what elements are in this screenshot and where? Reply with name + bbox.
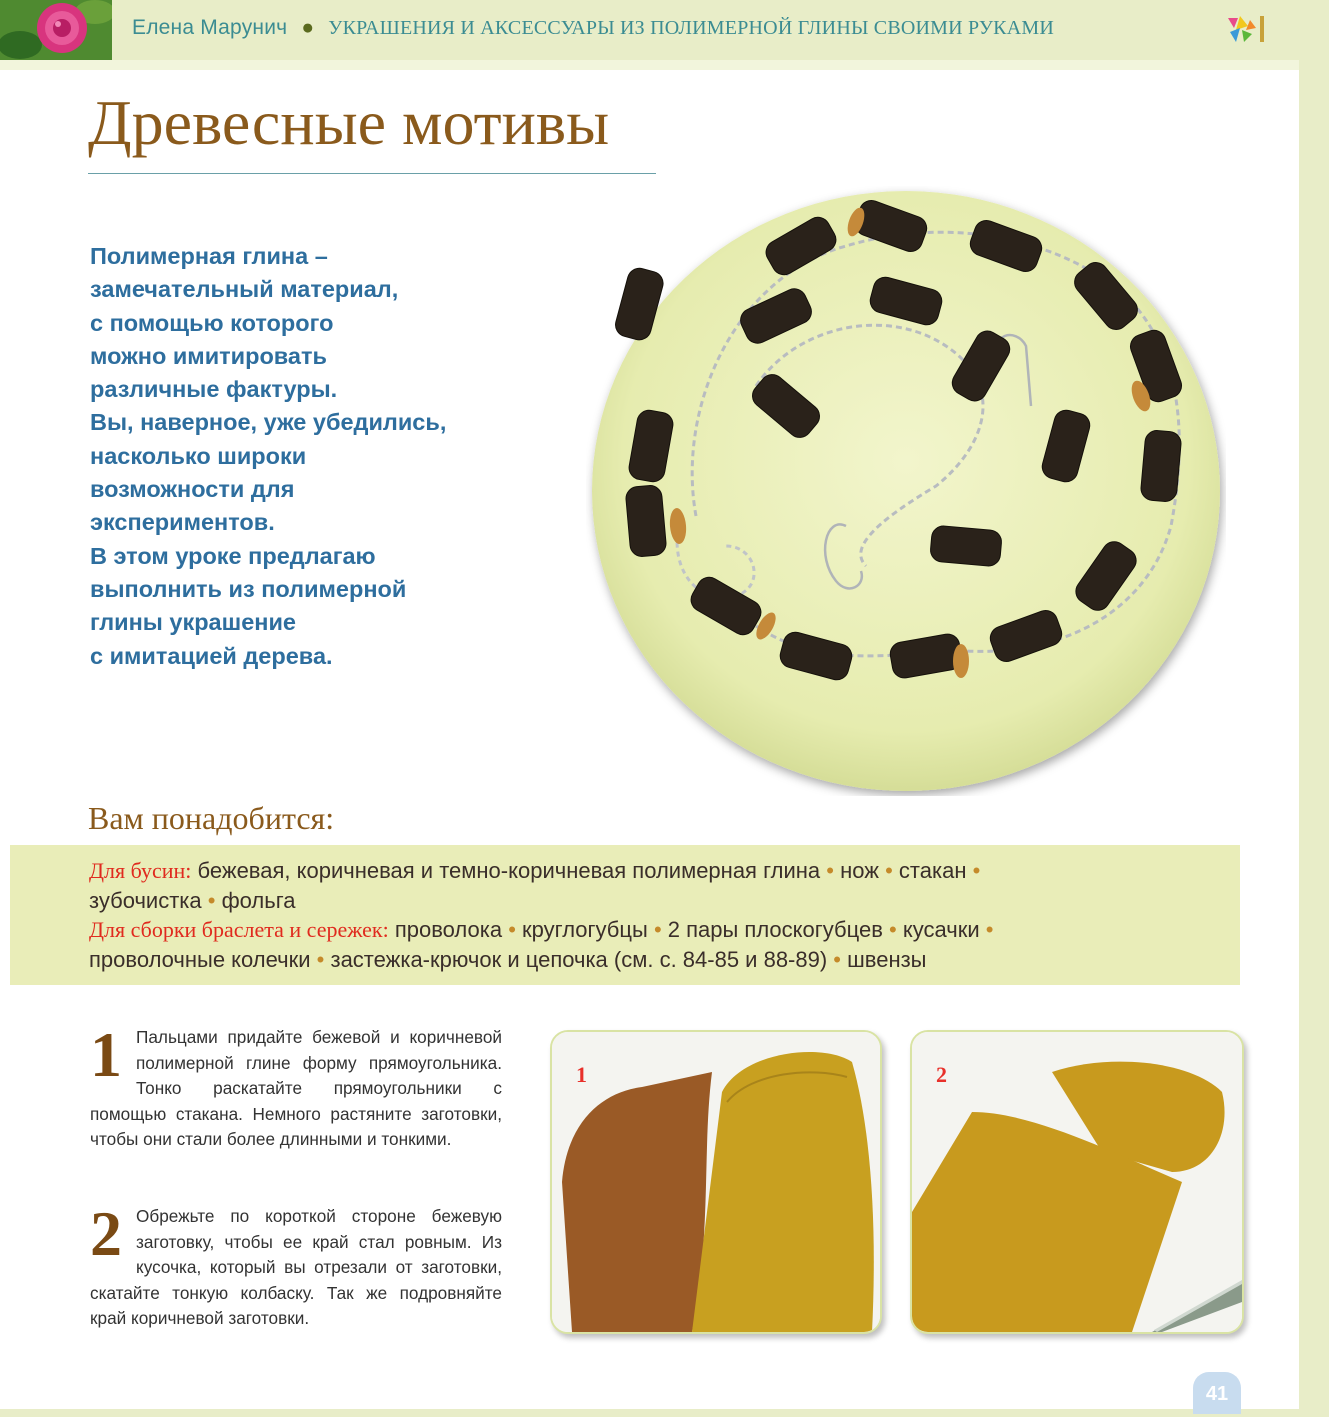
material-item: зубочистка	[89, 887, 202, 913]
page-number: 41	[1193, 1372, 1241, 1414]
clay-sheets-photo	[550, 1030, 882, 1334]
photo-number: 1	[576, 1062, 587, 1087]
bullet: •	[653, 917, 662, 942]
jewelry-photo	[586, 186, 1226, 796]
step-text: Обрежьте по короткой стороне бежевую заготовку, чтобы ее край стал ровным. Из кусочка, который вы отрезали от заготовки, скатайте тонкую колбаску. Так же подровняйте край коричневой заготовки.	[90, 1206, 502, 1328]
bullet: •	[826, 858, 834, 883]
assembly-label: Для сборки браслета и сережек:	[89, 917, 389, 942]
materials-line	[89, 915, 1209, 945]
intro-line: с помощью которого	[90, 309, 334, 336]
intro-line: Вы, наверное, уже убедились,	[90, 409, 447, 436]
material-item: фольга	[221, 887, 296, 913]
page-edge-bottom	[0, 1409, 1329, 1417]
step-number: 2	[90, 1198, 122, 1269]
title-rule	[88, 173, 656, 174]
header-separator: ●	[301, 16, 315, 39]
running-head	[132, 16, 1054, 40]
material-item: бежевая, коричневая и темно-коричневая полимерная глина	[197, 858, 821, 883]
intro-line: выполнить из полимерной	[90, 575, 407, 602]
intro-line: с имитацией дерева.	[90, 642, 333, 669]
intro-line: возможности для	[90, 476, 295, 503]
intro-line: экспериментов.	[90, 509, 275, 536]
materials-line	[89, 856, 1209, 886]
bullet: •	[972, 858, 981, 883]
material-item: застежка-крючок и цепочка (см. с. 84-85 и 88-89)	[330, 946, 828, 972]
material-item: проволока	[394, 917, 503, 942]
publisher-logo-icon	[1226, 14, 1270, 44]
bullet: •	[316, 946, 325, 972]
author-name: Елена Марунич	[132, 16, 288, 39]
flower-photo	[0, 0, 112, 60]
materials-line	[89, 945, 1209, 975]
intro-line: насколько широки	[90, 442, 307, 469]
step-number: 1	[90, 1019, 122, 1090]
beads-label: Для бусин:	[89, 858, 192, 883]
intro-line: замечательный материал,	[90, 276, 399, 303]
intro-text	[90, 240, 530, 673]
material-item: 2 пары плоскогубцев	[667, 917, 883, 942]
photo-number: 2	[936, 1062, 947, 1087]
material-item: круглогубцы	[522, 917, 648, 942]
intro-line: можно имитировать	[90, 342, 327, 369]
material-item: проволочные колечки	[89, 946, 311, 972]
materials-list	[89, 856, 1209, 974]
step-1	[90, 1019, 502, 1153]
material-item: кусачки	[902, 917, 980, 942]
intro-line: глины украшение	[90, 609, 296, 636]
step-2	[90, 1198, 502, 1332]
page-title: Древесные мотивы	[88, 87, 610, 158]
bullet: •	[207, 887, 216, 913]
materials-heading: Вам понадобится:	[88, 800, 335, 836]
materials-line	[89, 886, 1209, 916]
intro-line: В этом уроке предлагаю	[90, 542, 376, 569]
step-text: Пальцами придайте бежевой и коричневой полимерной глине форму прямоугольника. Тонко раскатайте прямоугольники с помощью стакана. Немного растяните заготовки, чтобы они стали более длинными и тонкими.	[90, 1027, 502, 1149]
header-strip	[0, 60, 1329, 70]
material-item: стакан	[898, 858, 967, 883]
bullet: •	[885, 858, 893, 883]
bullet: •	[508, 917, 516, 942]
material-item: нож	[840, 858, 879, 883]
bullet: •	[889, 917, 897, 942]
intro-line: Полимерная глина –	[90, 243, 328, 269]
bullet: •	[833, 946, 841, 972]
cut-clay-photo	[910, 1030, 1244, 1334]
book-title: УКРАШЕНИЯ И АКСЕССУАРЫ ИЗ ПОЛИМЕРНОЙ ГЛИНЫ СВОИМИ РУКАМИ	[328, 17, 1054, 39]
material-item: швензы	[847, 946, 927, 972]
bullet: •	[985, 917, 994, 942]
intro-line: различные фактуры.	[90, 376, 338, 403]
page-edge-right	[1299, 0, 1329, 1417]
